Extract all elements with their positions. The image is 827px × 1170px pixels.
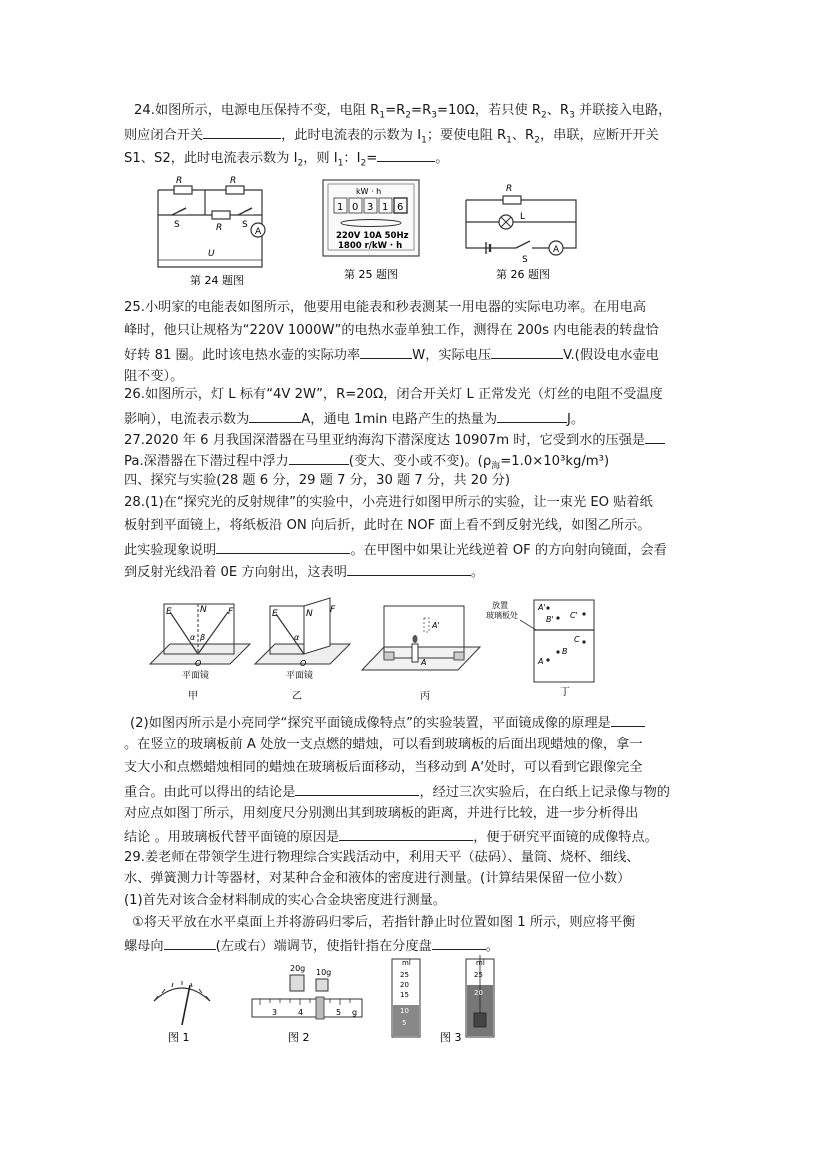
label-a-prime: A' — [432, 621, 440, 630]
label-beta: β — [200, 633, 206, 642]
answer-blank[interactable] — [339, 825, 473, 841]
q28b-line5: 对应点如图丁所示，用刻度尺分别测出其到玻璃板的距离，并进行比较，进一步分析得出 — [124, 806, 639, 821]
candle-icon — [412, 644, 418, 662]
q25-line2: 峰时，他只让规格为“220V 1000W”的电热水壶单独工作，测得在 200s 内电能表的转盘恰 — [124, 323, 659, 338]
q29-line4: ①将天平放在水平桌面上并将游码归零后，若指针静止时位置如图 1 所示，则应将平衡 — [132, 915, 636, 930]
label-alpha: α — [294, 633, 300, 642]
answer-blank[interactable] — [611, 711, 645, 727]
ammeter-label: A — [255, 227, 262, 237]
q28-line1: 28.(1)在“探究光的反射规律”的实验中，小亮进行如图甲所示的实验，让一束光 EO 贴着纸 — [124, 495, 653, 510]
weight-20g-icon — [290, 975, 304, 991]
meter-unit: kW · h — [356, 187, 382, 196]
caption-fig2: 图 2 — [288, 1031, 310, 1044]
answer-blank[interactable] — [645, 428, 665, 444]
figure-25-energy-meter — [322, 178, 422, 288]
figure-1-dial — [154, 981, 210, 1044]
q24-line3: S1、S2，此时电流表示数为 $I_2$，则 $I_1$：$I_2=$ 。 — [124, 146, 448, 175]
caption-ding: 丁 — [560, 687, 570, 698]
figure-28-optics — [140, 592, 610, 704]
answer-blank[interactable] — [360, 343, 412, 359]
tick-4: 4 — [298, 1008, 304, 1017]
figure-bing — [362, 606, 480, 702]
caption-bing: 丙 — [420, 691, 430, 702]
label-c: C — [574, 635, 580, 644]
q29-line3: (1)首先对该合金材料制成的实心合金块密度进行测量。 — [124, 893, 446, 908]
label-b-prime: B' — [546, 615, 554, 624]
u-label: U — [208, 249, 215, 259]
answer-blank[interactable] — [289, 449, 349, 465]
label-a: A — [421, 658, 427, 667]
r2-label: R — [230, 176, 237, 186]
mirror-label: 平面镜 — [286, 671, 314, 681]
q28-line4: 到反射光线沿着 0E 方向射出，这表明 。 — [124, 560, 484, 584]
q27-line2: Pa.深潜器在下潜过程中浮力 (变大、变小或不变)。$(\rho_海=1.0\times 10^3kg/m^3)$ — [124, 449, 609, 478]
q28b-line3: 支大小和点燃蜡烛相同的蜡烛在玻璃板后面移动，当移动到 A‘处时，可以看到它跟像完全 — [124, 760, 643, 775]
label-f: F — [228, 607, 234, 617]
q28b-line6: 结论 。用玻璃板代替平面镜的原因是 ，便于研究平面镜的成像特点。 — [124, 825, 658, 849]
answer-blank[interactable] — [203, 123, 281, 139]
section-4-title: 四、探究与实验(28 题 6 分，29 题 7 分，30 题 7 分，共 20 分) — [124, 473, 511, 488]
caption-fig3: 图 3 — [440, 1031, 462, 1044]
tick-20: 20 — [474, 989, 483, 997]
meter-digit: 1 — [337, 202, 344, 213]
meter-spec-1: 220V 10A 50Hz — [336, 231, 409, 241]
s1-label: S — [174, 220, 180, 230]
figure-29 — [140, 955, 540, 1055]
meter-digit: 3 — [367, 202, 374, 213]
q29-line2: 水、弹簧测力计等器材，对某种合金和液体的密度进行测量。(计算结果保留一位小数） — [124, 871, 631, 886]
label-e: E — [166, 607, 172, 617]
lamp-label: L — [520, 212, 526, 222]
caption-fig25: 第 25 题图 — [344, 268, 398, 281]
q28-line3: 此实验现象说明 。在甲图中如果让光线逆着 OF 的方向射向镜面，会看 — [124, 538, 667, 562]
unit-ml: ml — [476, 959, 485, 967]
q29-line1: 29.姜老师在带领学生进行物理综合实践活动中，利用天平（砝码）、量筒、烧杯、细线、 — [124, 850, 640, 865]
q28b-line2: 。在竖立的玻璃板前 A 处放一支点燃的蜡烛，可以看到玻璃板的后面出现蜡烛的像，拿一 — [124, 737, 643, 752]
pointer-icon — [182, 985, 190, 1025]
rider-icon — [316, 997, 324, 1019]
q26-line1: 26.如图所示，灯 L 标有“4V 2W”，R=20Ω，闭合开关灯 L 正常发光（灯丝的电阻不受温度 — [124, 387, 663, 402]
caption-fig1: 图 1 — [168, 1031, 190, 1044]
weight-10g-label: 10g — [316, 968, 332, 977]
tick-g: g — [352, 1008, 358, 1017]
r-label: R — [506, 184, 513, 194]
answer-blank[interactable] — [249, 407, 301, 423]
alloy-block-icon — [474, 1013, 486, 1027]
answer-blank[interactable] — [347, 560, 471, 576]
r3-label: R — [216, 223, 223, 233]
answer-blank[interactable] — [377, 146, 435, 162]
meter-digit: 0 — [352, 202, 359, 213]
label-b: B — [562, 647, 568, 656]
tick-5: 5 — [336, 1008, 342, 1017]
tick-20: 20 — [400, 981, 409, 989]
weight-20g-label: 20g — [290, 964, 306, 973]
label-alpha: α — [190, 633, 196, 642]
tick-10: 10 — [400, 1007, 409, 1015]
label-e: E — [272, 609, 278, 619]
board-label-1: 放置 — [492, 601, 508, 610]
label-a-prime: A' — [538, 603, 546, 612]
q24-line2: 则应闭合开关 ，此时电流表的示数为 $I_1$；要使电阻 $R_1$、$R_2$，串联，应断开开关 — [124, 123, 659, 152]
tick-25: 25 — [474, 971, 483, 979]
r1-label: R — [176, 176, 183, 186]
label-f: F — [330, 605, 336, 615]
q29-line5: 螺母向 (左或右）端调节，使指针指在分度盘 。 — [124, 934, 499, 958]
answer-blank[interactable] — [491, 343, 563, 359]
caption-jia: 甲 — [188, 691, 198, 702]
q27-line1: 27.2020 年 6 月我国深潜器在马里亚纳海沟下潜深度达 10907m 时，它受到水的压强是 — [124, 428, 665, 452]
tick-5: 5 — [402, 1019, 407, 1027]
q28b-line4: 重合。由此可以得出的结论是 ，经过三次实验后，在白纸上记录像与物的 — [124, 780, 670, 804]
answer-blank[interactable] — [164, 934, 216, 950]
label-n: N — [306, 609, 313, 619]
answer-blank[interactable] — [432, 934, 486, 950]
figure-ding — [486, 600, 594, 698]
q25-line3: 好转 81 圈。此时该电热水壶的实际功率 W，实际电压 V.(假设电水壶电 — [124, 343, 659, 367]
caption-fig26: 第 26 题图 — [496, 268, 550, 281]
board-label-2: 玻璃板处 — [486, 611, 518, 620]
figure-yi — [255, 598, 350, 702]
meter-digit: 1 — [382, 202, 389, 213]
answer-blank[interactable] — [216, 538, 350, 554]
switch-label: S — [522, 255, 528, 265]
meter-digit: 6 — [397, 202, 404, 213]
label-o: O — [195, 659, 202, 668]
figure-3-cylinders — [392, 955, 494, 1044]
label-o: O — [300, 659, 307, 668]
meter-spec-2: 1800 r/kW · h — [338, 241, 403, 251]
figure-26-circuit — [458, 178, 588, 288]
tick-3: 3 — [272, 1008, 278, 1017]
ammeter-label: A — [553, 245, 560, 255]
figure-24-circuit — [150, 172, 270, 292]
caption-yi: 乙 — [292, 691, 302, 702]
tick-25: 25 — [400, 971, 409, 979]
flame-icon — [413, 635, 418, 643]
label-n: N — [200, 605, 207, 615]
s2-label: S — [242, 220, 248, 230]
q24-line1: 24.如图所示，电源电压保持不变，电阻 $R_1=R_2=R_3=10\Omega$，若只使 $R_2$、$R_3$ 并联接入电路， — [134, 103, 672, 121]
unit-ml: ml — [402, 959, 411, 967]
q28b-line1: (2)如图丙所示是小亮同学“探究平面镜成像特点”的实验装置，平面镜成像的原理是 — [130, 711, 645, 735]
caption-fig24: 第 24 题图 — [190, 274, 244, 287]
figure-jia — [150, 604, 250, 702]
figure-2-weights — [252, 964, 362, 1044]
tick-15: 15 — [400, 991, 409, 999]
q26-line2: 影响），电流表示数为 A，通电 1min 电路产生的热量为 J。 — [124, 407, 584, 431]
answer-blank[interactable] — [295, 780, 419, 796]
mirror-label: 平面镜 — [182, 671, 210, 681]
label-a: A — [538, 657, 544, 666]
weight-10g-icon — [316, 979, 328, 991]
q28-line2: 板射到平面镜上，将纸板沿 ON 向后折，此时在 NOF 面上看不到反射光线，如图乙所示。 — [124, 518, 651, 533]
answer-blank[interactable] — [497, 407, 567, 423]
q25-line4: 阻不变）。 — [124, 369, 184, 384]
q25-line1: 25.小明家的电能表如图所示，他要用电能表和秒表测某一用电器的实际电功率。在用电高 — [124, 300, 647, 315]
label-c-prime: C' — [570, 611, 578, 620]
